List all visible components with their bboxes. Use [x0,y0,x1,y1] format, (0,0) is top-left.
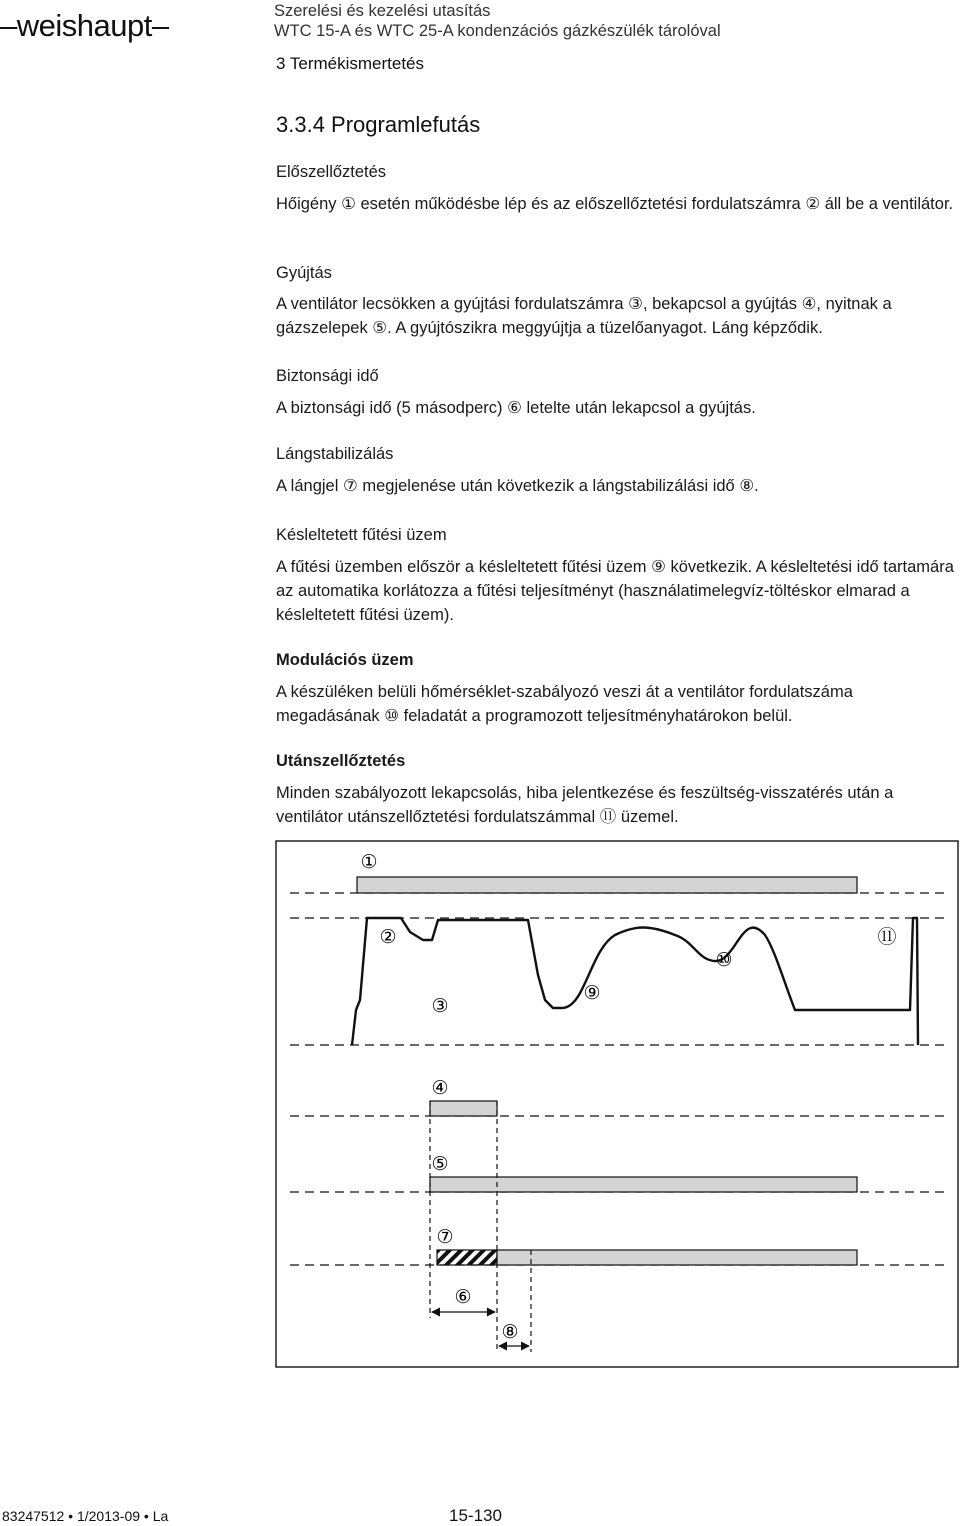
weishaupt-logo: –weishaupt– [0,8,169,43]
marker-5: ⑤ [431,1154,449,1175]
marker-10: ⑩ [715,950,733,971]
section-title: 3.3.4 Programlefutás [276,112,481,137]
ignition-bar [430,1101,497,1116]
diagram-frame [276,841,958,1367]
marker-1: ① [360,852,378,873]
marker-11: ⑪ [877,927,897,948]
heading-gyujtas: Gyújtás [276,264,332,282]
heat-demand-bar [357,877,857,893]
heading-modulacios-uzem: Modulációs üzem [276,651,414,669]
document-subtitle: WTC 15-A és WTC 25-A kondenzációs gázkészülék tárolóval [274,22,721,40]
paragraph-modulacios-uzem: A készüléken belüli hőmérséklet-szabályozó veszi át a ventilátor fordulatszáma megadásának ⑩ feladatát a programozott teljesítményhatárokon belül. [276,683,853,725]
footer-page-number: 15-130 [449,1506,502,1525]
marker-4: ④ [431,1078,449,1099]
heading-eloszelloztetes: Előszellőztetés [276,163,387,181]
heading-langstabilizalas: Lángstabilizálás [276,445,394,463]
marker-7: ⑦ [436,1227,454,1248]
marker-6: ⑥ [454,1287,472,1308]
gas-valve-bar [430,1177,857,1192]
paragraph-eloszelloztetes: Hőigény ① esetén működésbe lép és az előszellőztetési fordulatszámra ② áll be a ventilátor. [276,195,954,213]
heading-kesleltetett-futesi-uzem: Késleltetett fűtési üzem [276,526,447,544]
paragraph-gyujtas: A ventilátor lecsökken a gyújtási fordulatszámra ③, bekapcsol a gyújtás ④, nyitnak a gázszelepek ⑤. A gyújtószikra meggyújtja a tüzelőanyagot. Láng képződik. [276,295,892,337]
marker-8: ⑧ [501,1322,519,1343]
fan-speed-curve [352,918,918,1045]
paragraph-biztonsagi-ido: A biztonsági idő (5 másodperc) ⑥ letelte után lekapcsol a gyújtás. [276,399,756,417]
flame-signal-bar [497,1250,857,1265]
marker-9: ⑨ [583,983,601,1004]
document-title: Szerelési és kezelési utasítás [274,2,491,20]
paragraph-langstabilizalas: A lángjel ⑦ megjelenése után következik a lángstabilizálási idő ⑧. [276,477,759,495]
footer-document-code: 83247512 • 1/2013-09 • La [2,1508,169,1524]
marker-3: ③ [431,996,449,1017]
heading-biztonsagi-ido: Biztonsági idő [276,367,379,385]
flame-signal-hatched-bar [437,1250,497,1265]
marker-2: ② [379,927,397,948]
paragraph-kesleltetett-futesi-uzem: A fűtési üzemben először a késleltetett fűtési üzem ⑨ következik. A késleltetési idő tartamára az automatika korlátozza a fűtési teljesítményt (használatimelegvíz-töltéskor elmarad a késleltetett fűtési üzem). [276,558,954,624]
heading-utanszelloztetes: Utánszellőztetés [276,752,406,770]
chapter-title: 3 Termékismertetés [276,54,425,73]
paragraph-utanszelloztetes: Minden szabályozott lekapcsolás, hiba jelentkezése és feszültség-visszatérés után a ventilátor utánszellőztetési fordulatszámmal ⑪ üzemel. [276,784,894,826]
